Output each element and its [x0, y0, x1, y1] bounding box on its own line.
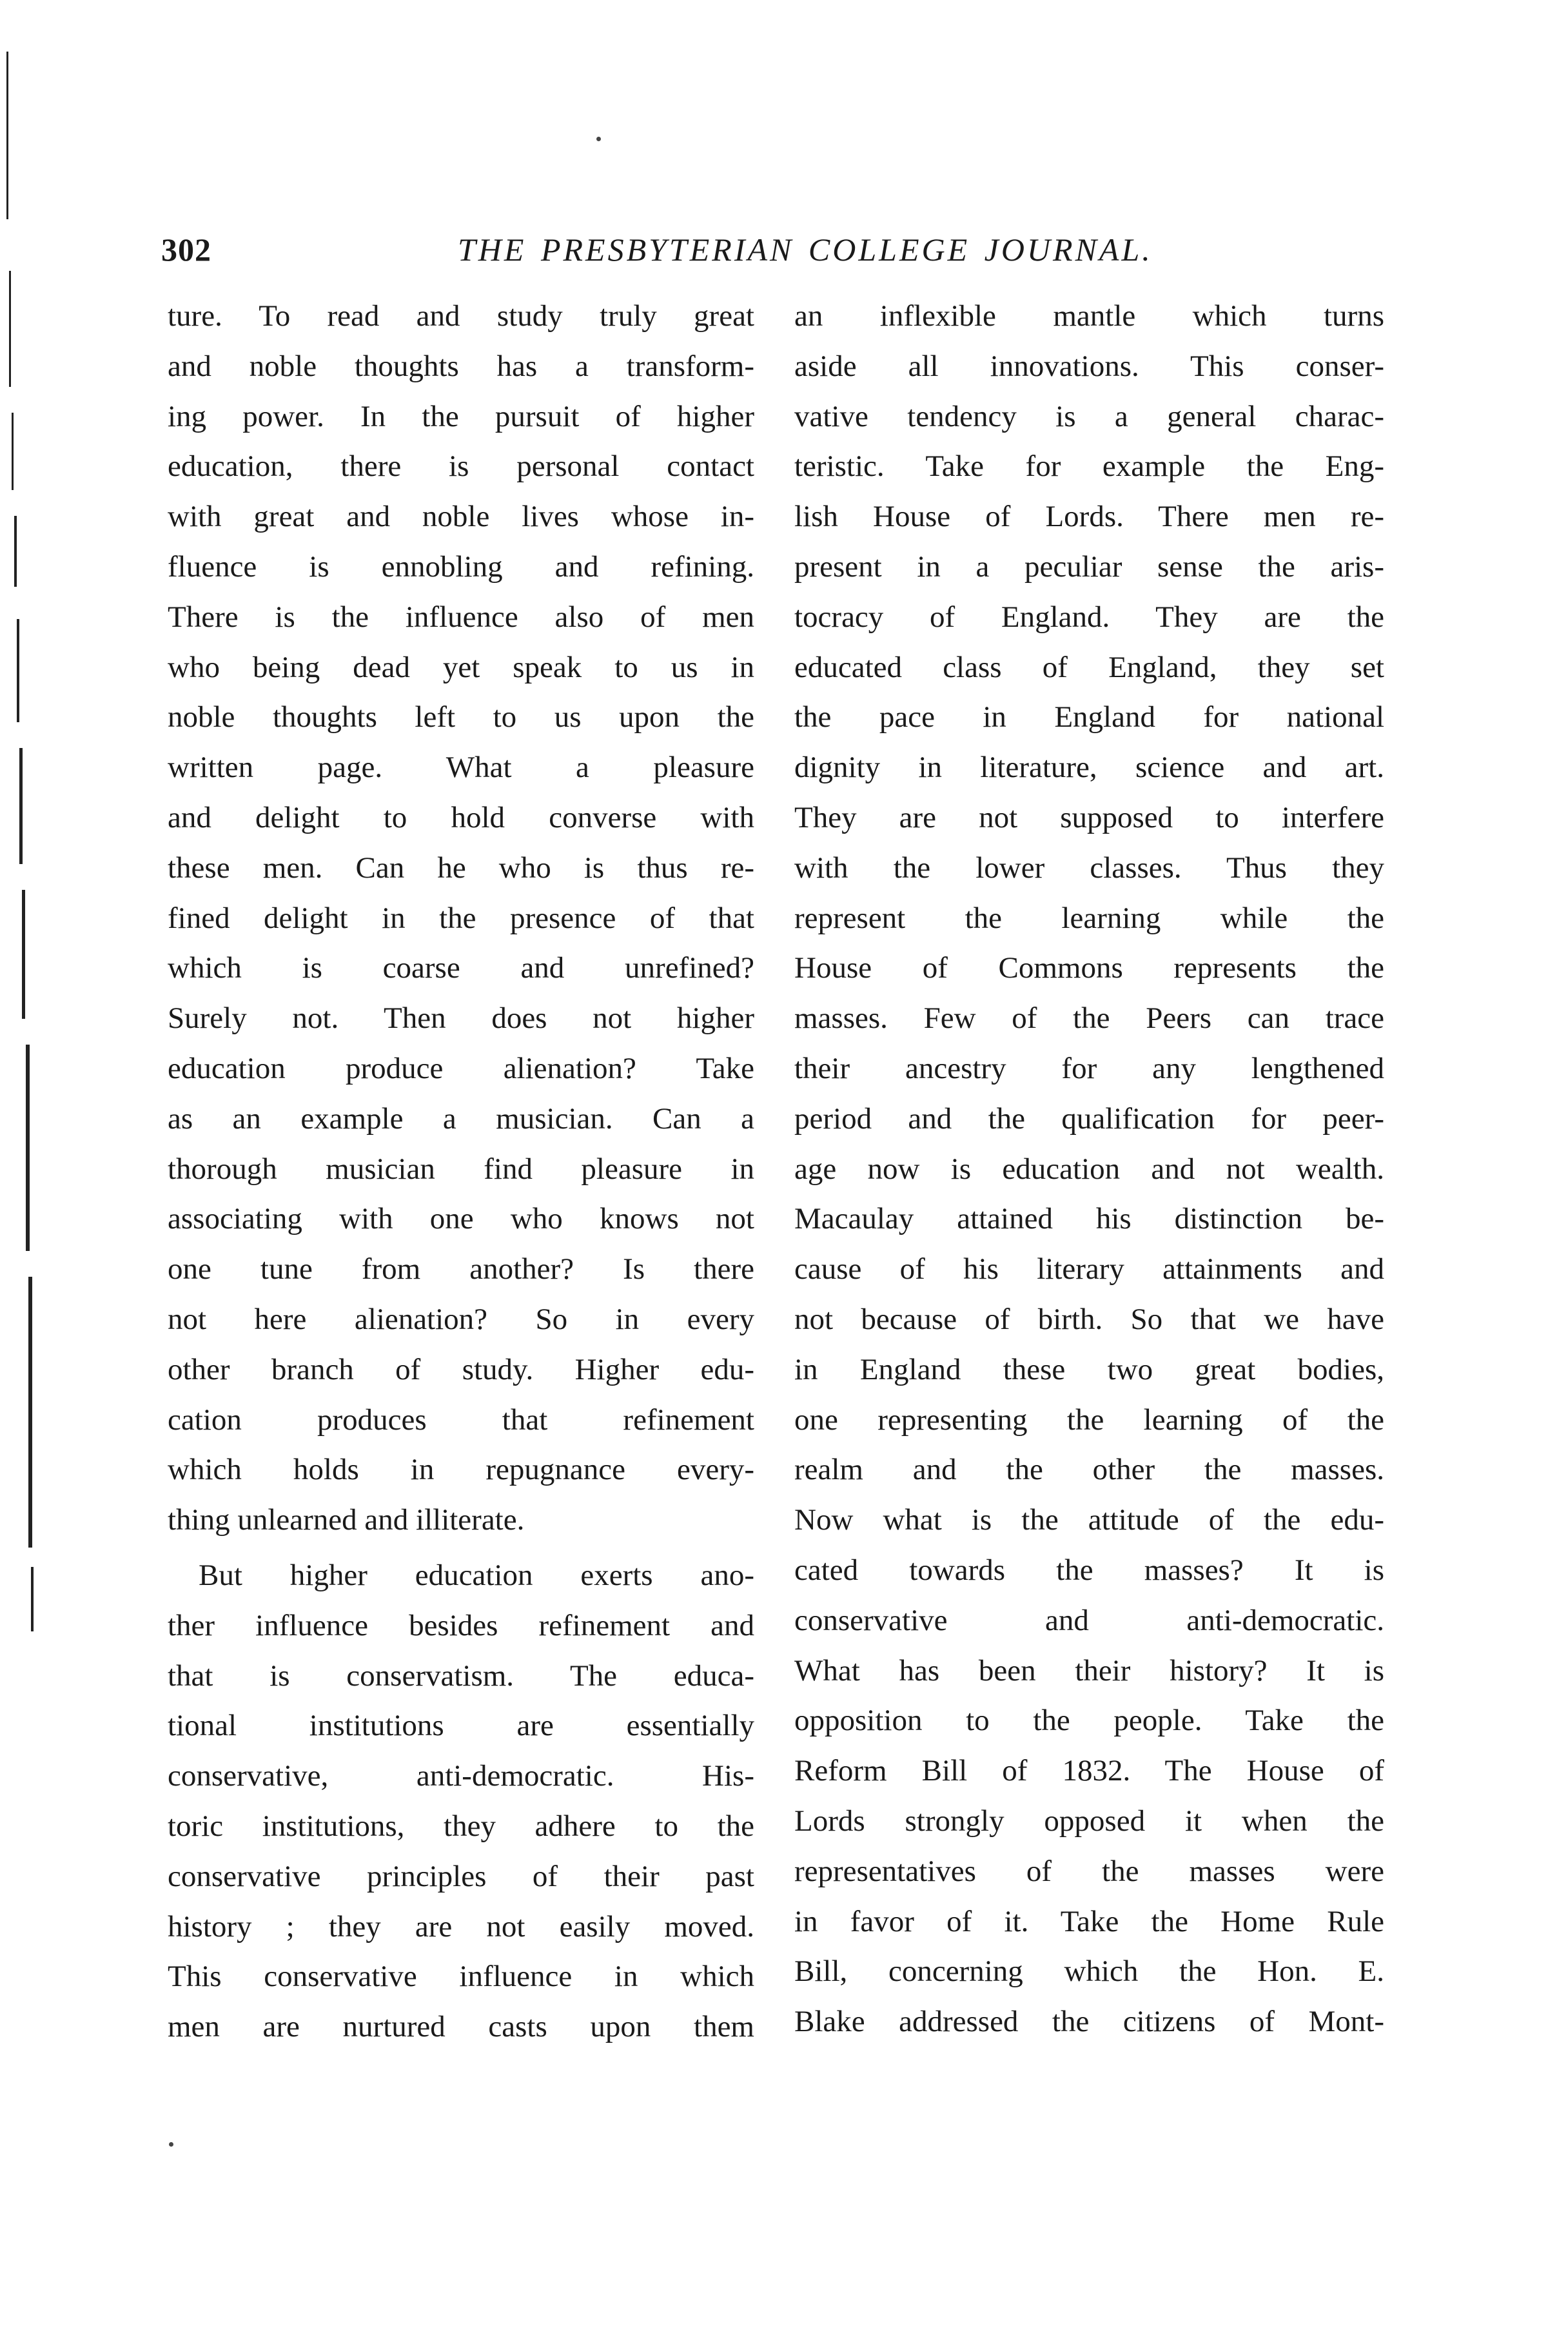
- scan-speck: [169, 2142, 173, 2147]
- text-line: tocracy of England. They are the: [794, 600, 1384, 634]
- text-line: conservative, anti-democratic. His-: [168, 1759, 754, 1793]
- text-line: toric institutions, they adhere to the: [168, 1809, 754, 1843]
- text-line: masses. Few of the Peers can trace: [794, 1001, 1384, 1036]
- text-line: which holds in repugnance every-: [168, 1453, 754, 1487]
- text-line: fluence is ennobling and refining.: [168, 549, 754, 584]
- text-line: thing unlearned and illiterate.: [168, 1503, 525, 1537]
- text-line: ther influence besides refinement and: [168, 1608, 754, 1642]
- text-line: not here alienation? So in every: [168, 1302, 754, 1336]
- text-line: aside all innovations. This conser-: [794, 349, 1384, 383]
- text-line: conservative principles of their past: [168, 1859, 754, 1893]
- text-line: This conservative influence in which: [168, 1960, 754, 1994]
- text-line: and delight to hold converse with: [168, 800, 754, 834]
- text-line: Lords strongly opposed it when the: [794, 1804, 1384, 1838]
- text-line: But higher education exerts ano-: [199, 1558, 754, 1592]
- text-line: in England these two great bodies,: [794, 1352, 1384, 1386]
- text-line: educated class of England, they set: [794, 650, 1384, 684]
- text-line: realm and the other the masses.: [794, 1453, 1384, 1487]
- text-line: and noble thoughts has a transform-: [168, 349, 754, 383]
- text-line: tional institutions are essentially: [168, 1709, 754, 1743]
- text-line: these men. Can he who is thus re-: [168, 851, 754, 885]
- text-line: What has been their history? It is: [794, 1653, 1384, 1688]
- text-line: history ; they are not easily moved.: [168, 1909, 754, 1943]
- text-line: vative tendency is a general charac-: [794, 399, 1384, 433]
- text-line: period and the qualification for peer-: [794, 1101, 1384, 1136]
- text-line: conservative and anti-democratic.: [794, 1603, 1384, 1637]
- text-line: Surely not. Then does not higher: [168, 1001, 754, 1036]
- text-line: dignity in literature, science and art.: [794, 751, 1384, 785]
- text-line: age now is education and not wealth.: [794, 1152, 1384, 1186]
- text-line: present in a peculiar sense the aris-: [794, 549, 1384, 584]
- text-line: who being dead yet speak to us in: [168, 650, 754, 684]
- text-line: other branch of study. Higher edu-: [168, 1352, 754, 1386]
- text-line: There is the influence also of men: [168, 600, 754, 634]
- text-line: They are not supposed to interfere: [794, 800, 1384, 834]
- text-line: noble thoughts left to us upon the: [168, 700, 754, 734]
- text-line: ture. To read and study truly great: [168, 299, 754, 333]
- text-line: the pace in England for national: [794, 700, 1384, 734]
- text-line: which is coarse and unrefined?: [168, 951, 754, 985]
- paragraph-gap: [168, 1546, 754, 1551]
- text-line: with the lower classes. Thus they: [794, 851, 1384, 885]
- text-line: teristic. Take for example the Eng-: [794, 449, 1384, 484]
- text-line: their ancestry for any lengthened: [794, 1051, 1384, 1085]
- text-line: Reform Bill of 1832. The House of: [794, 1754, 1384, 1788]
- page-number: 302: [161, 231, 211, 268]
- binding-edge-scan-marks: [0, 0, 58, 1677]
- text-line: Blake addressed the citizens of Mont-: [794, 2005, 1384, 2039]
- text-line: in favor of it. Take the Home Rule: [794, 1904, 1384, 1938]
- text-line: representatives of the masses were: [794, 1854, 1384, 1888]
- text-line: cated towards the masses? It is: [794, 1553, 1384, 1587]
- text-line: cation produces that refinement: [168, 1402, 754, 1437]
- text-line: education, there is personal contact: [168, 449, 754, 484]
- text-line: associating with one who knows not: [168, 1202, 754, 1236]
- text-line: cause of his literary attainments and: [794, 1252, 1384, 1286]
- left-column: [168, 291, 754, 2052]
- text-line: that is conservatism. The educa-: [168, 1658, 754, 1693]
- text-line: as an example a musician. Can a: [168, 1101, 754, 1136]
- text-line: opposition to the people. Take the: [794, 1704, 1384, 1738]
- text-line: House of Commons represents the: [794, 951, 1384, 985]
- text-line: an inflexible mantle which turns: [794, 299, 1384, 333]
- running-title: THE PRESBYTERIAN COLLEGE JOURNAL.: [458, 231, 1153, 268]
- scan-speck: [596, 137, 601, 141]
- text-line: fined delight in the presence of that: [168, 901, 754, 935]
- text-line: one tune from another? Is there: [168, 1252, 754, 1286]
- text-line: written page. What a pleasure: [168, 751, 754, 785]
- text-line: education produce alienation? Take: [168, 1051, 754, 1085]
- text-line: Macaulay attained his distinction be-: [794, 1202, 1384, 1236]
- text-line: represent the learning while the: [794, 901, 1384, 935]
- text-line: Bill, concerning which the Hon. E.: [794, 1954, 1384, 1989]
- text-line: men are nurtured casts upon them: [168, 2010, 754, 2044]
- text-line: ing power. In the pursuit of higher: [168, 399, 754, 433]
- text-line: lish House of Lords. There men re-: [794, 500, 1384, 534]
- text-line: thorough musician find pleasure in: [168, 1152, 754, 1186]
- text-line: Now what is the attitude of the edu-: [794, 1503, 1384, 1537]
- text-line: with great and noble lives whose in-: [168, 500, 754, 534]
- text-line: not because of birth. So that we have: [794, 1302, 1384, 1336]
- running-header: [161, 226, 1386, 277]
- right-column: [794, 291, 1384, 2047]
- text-line: one representing the learning of the: [794, 1402, 1384, 1437]
